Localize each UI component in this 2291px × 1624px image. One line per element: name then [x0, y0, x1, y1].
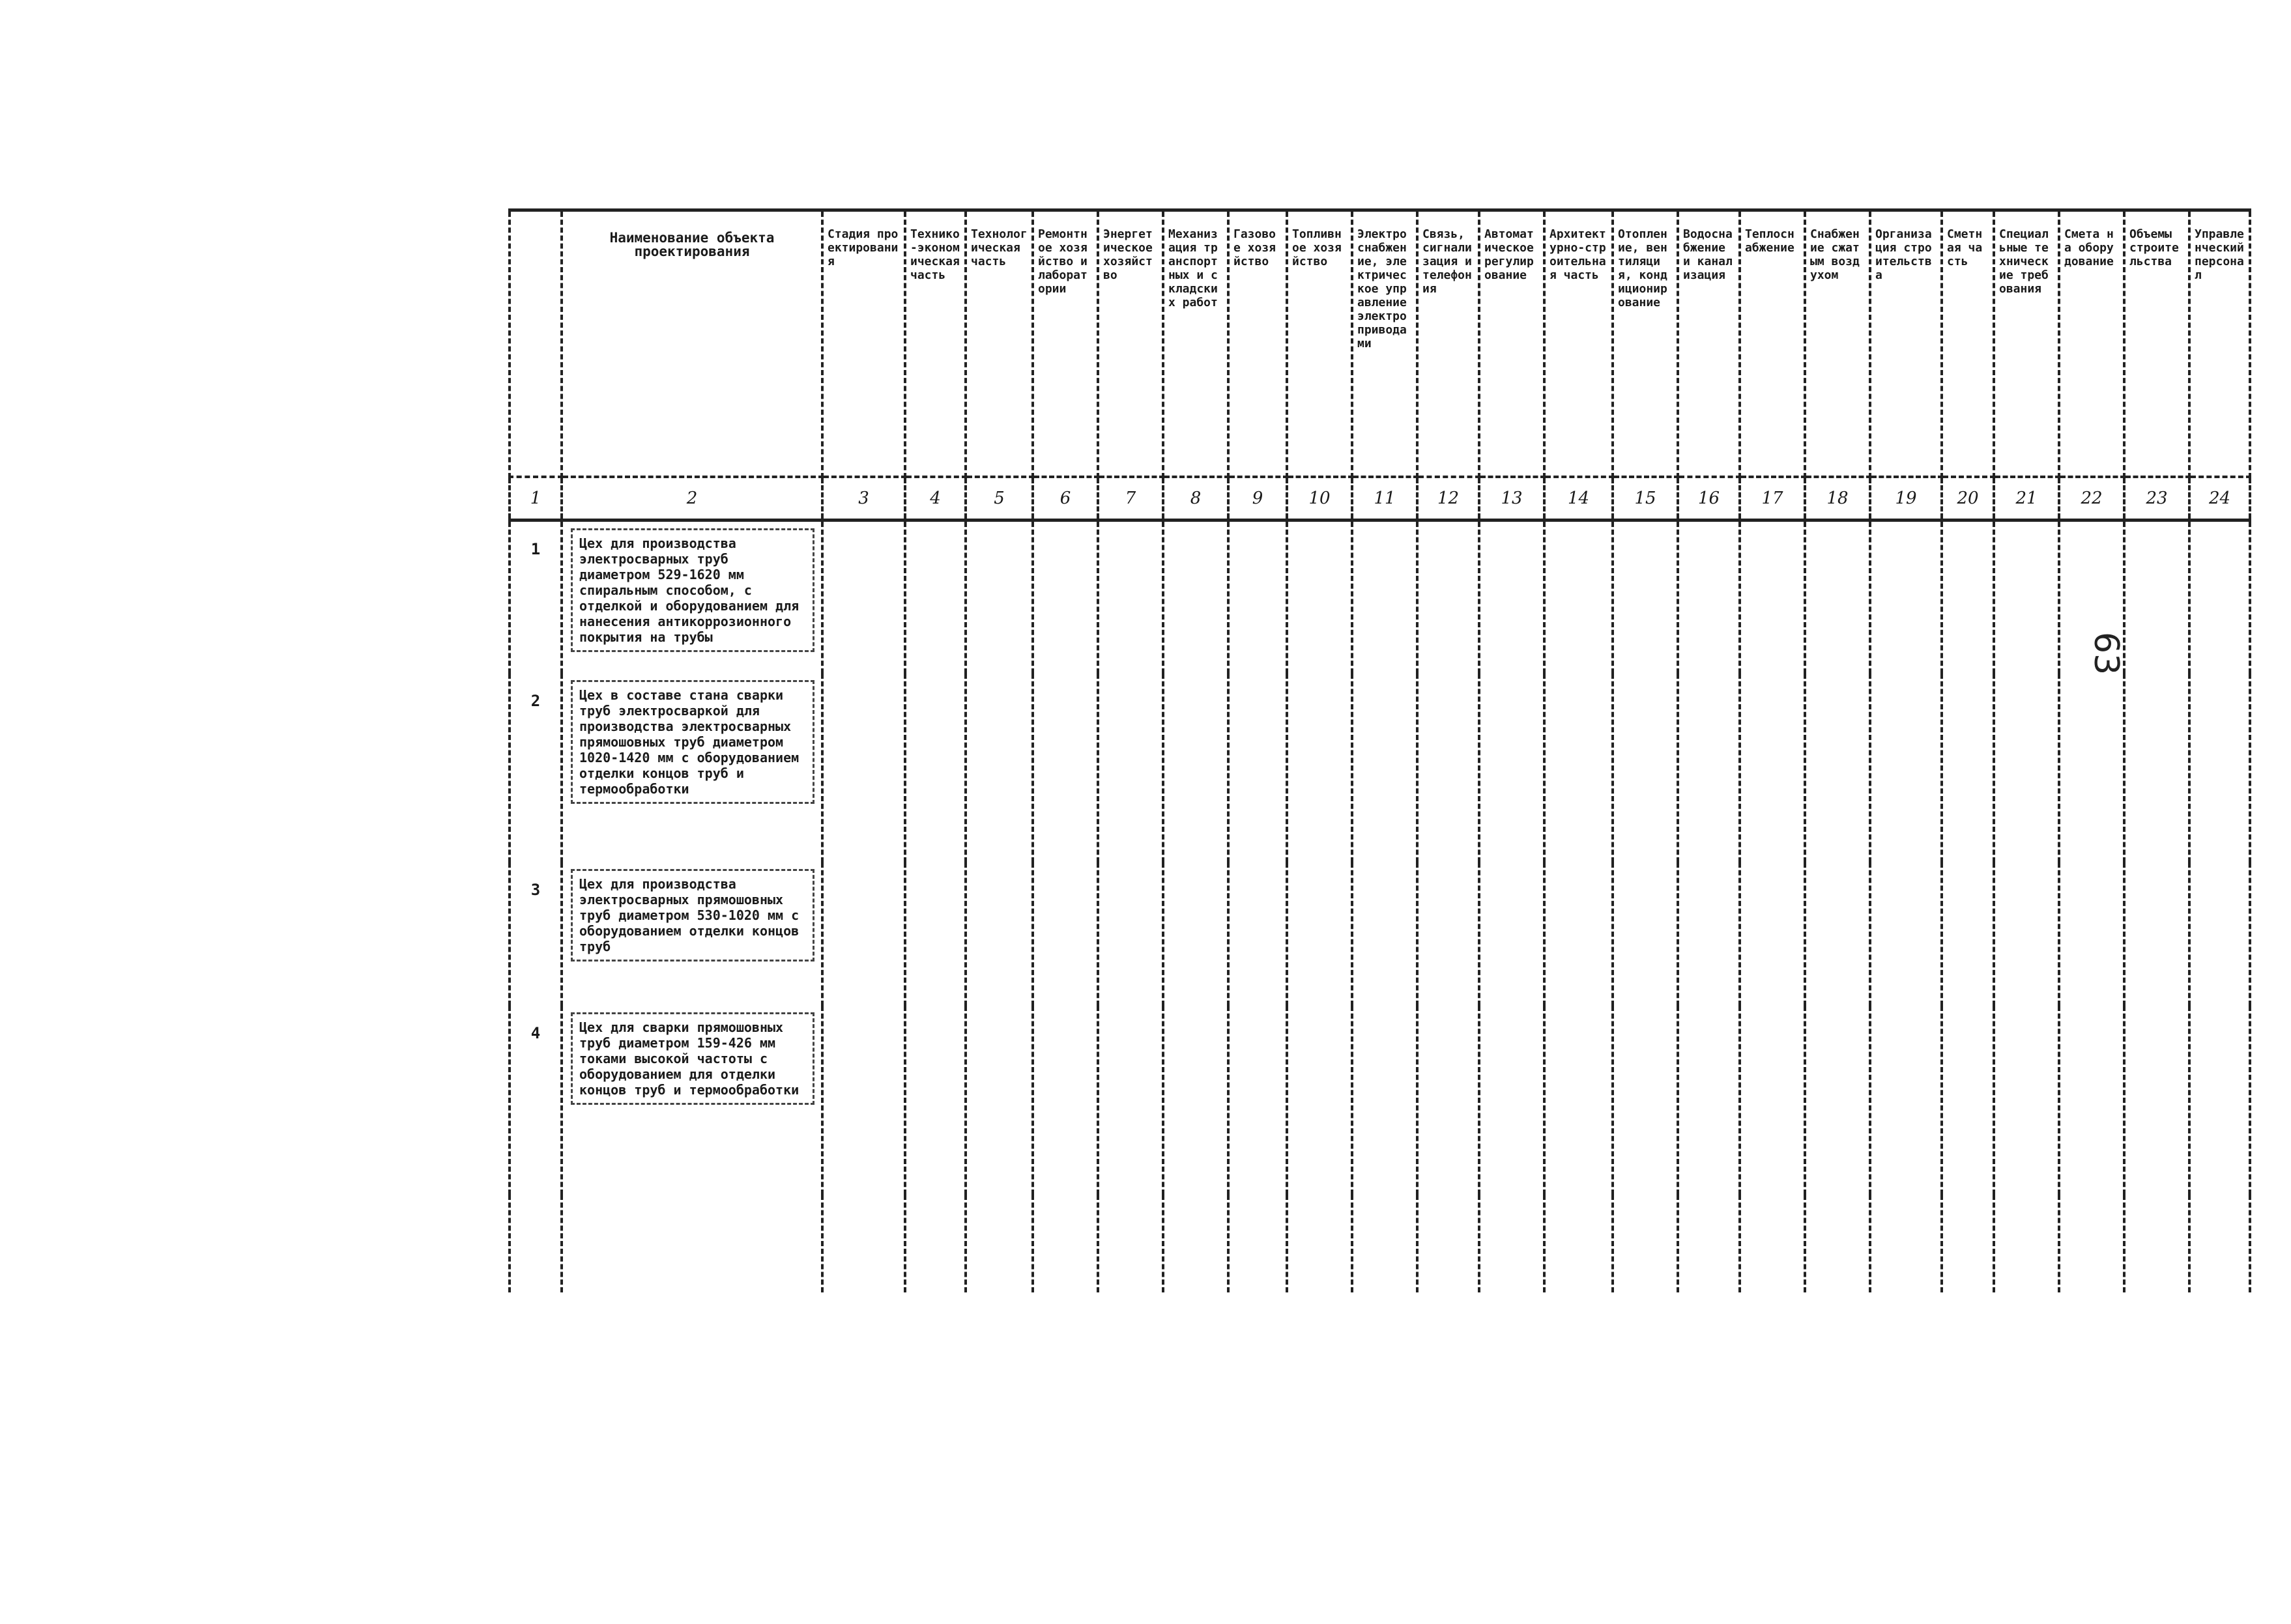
- table-body: [510, 520, 2250, 1292]
- header-cell: Технологическая часть: [966, 210, 1033, 477]
- header-cell: Архитектурно-строительная часть: [1544, 210, 1613, 477]
- column-number: 1: [510, 477, 562, 520]
- page-number: 63: [2086, 632, 2125, 676]
- header-cell: Ремонтное хозяйство и лаборатории: [1033, 210, 1098, 477]
- table-row: [510, 1006, 2250, 1195]
- header-cell: Энергетическое хозяйство: [1098, 210, 1163, 477]
- column-number: 12: [1417, 477, 1479, 520]
- header-cell: Отопление, вентиляция, кондиционирование: [1613, 210, 1678, 477]
- column-number: 15: [1613, 477, 1678, 520]
- column-number: 22: [2059, 477, 2124, 520]
- column-number: 24: [2189, 477, 2250, 520]
- column-number: 2: [562, 477, 822, 520]
- header-cell-object: Наименование объекта проектирования: [562, 210, 822, 477]
- header-row: [510, 210, 2250, 477]
- object-text: Цех в составе стана сварки труб электросваркой для производства электросварных прямошовных труб диаметром 1020-1420 мм с оборудованием отделки концов труб и термообработки: [571, 680, 814, 804]
- column-number: 14: [1544, 477, 1613, 520]
- header-cell: Управленческий персонал: [2189, 210, 2250, 477]
- header-cell: Снабжение сжатым воздухом: [1805, 210, 1870, 477]
- header-cell: Смета на оборудование: [2059, 210, 2124, 477]
- column-number: 7: [1098, 477, 1163, 520]
- object-description: [562, 862, 822, 1006]
- object-description: [562, 674, 822, 862]
- header-cell: Автоматическое регулирование: [1479, 210, 1544, 477]
- object-text: Цех для производства электросварных труб диаметром 529-1620 мм спиральным способом, с отделкой и оборудованием для нанесения антикоррозионного покрытия на трубы: [571, 528, 814, 652]
- header-cell: Теплоснабжение: [1740, 210, 1805, 477]
- table-row: [510, 862, 2250, 1006]
- column-number: 13: [1479, 477, 1544, 520]
- row-number: 1: [510, 520, 562, 674]
- column-number: 11: [1352, 477, 1417, 520]
- header-cell: Газовое хозяйство: [1228, 210, 1287, 477]
- column-number: 9: [1228, 477, 1287, 520]
- header-cell: Электроснабжение, электрическое управление электроприводами: [1352, 210, 1417, 477]
- column-number: 3: [822, 477, 905, 520]
- row-number: 3: [510, 862, 562, 1006]
- column-number: 21: [1994, 477, 2059, 520]
- table-row-empty: [510, 1195, 2250, 1292]
- row-number: 2: [510, 674, 562, 862]
- column-number: 20: [1942, 477, 1994, 520]
- row-number: 4: [510, 1006, 562, 1195]
- column-number: 19: [1870, 477, 1942, 520]
- object-text: Цех для сварки прямошовных труб диаметром 159-426 мм токами высокой частоты с оборудованием для отделки концов труб и термообработки: [571, 1012, 814, 1105]
- header-cell: Топливное хозяйство: [1287, 210, 1352, 477]
- header-cell: Объемы строительства: [2124, 210, 2189, 477]
- header-cell: Водоснабжение и канализация: [1678, 210, 1740, 477]
- column-number-row: [510, 477, 2250, 520]
- table-row: [510, 520, 2250, 674]
- column-number: 5: [966, 477, 1033, 520]
- header-cell: Организация строительства: [1870, 210, 1942, 477]
- object-description: [562, 520, 822, 674]
- column-number: 6: [1033, 477, 1098, 520]
- column-number: 8: [1163, 477, 1228, 520]
- header-cell: Стадия проектирования: [822, 210, 905, 477]
- header-cell: Механизация транспортных и складских работ: [1163, 210, 1228, 477]
- column-number: 23: [2124, 477, 2189, 520]
- header-cell: Специальные технические требования: [1994, 210, 2059, 477]
- requirements-table: [508, 208, 2251, 1292]
- object-text: Цех для производства электросварных прямошовных труб диаметром 530-1020 мм с оборудованием отделки концов труб: [571, 869, 814, 962]
- header-cell: Сметная часть: [1942, 210, 1994, 477]
- column-number: 16: [1678, 477, 1740, 520]
- header-cell-number: [510, 210, 562, 477]
- header-cell: Технико-экономическая часть: [905, 210, 966, 477]
- column-number: 4: [905, 477, 966, 520]
- table-row: [510, 674, 2250, 862]
- column-number: 10: [1287, 477, 1352, 520]
- header-cell: Связь, сигнализация и телефония: [1417, 210, 1479, 477]
- column-number: 17: [1740, 477, 1805, 520]
- column-number: 18: [1805, 477, 1870, 520]
- object-description: [562, 1006, 822, 1195]
